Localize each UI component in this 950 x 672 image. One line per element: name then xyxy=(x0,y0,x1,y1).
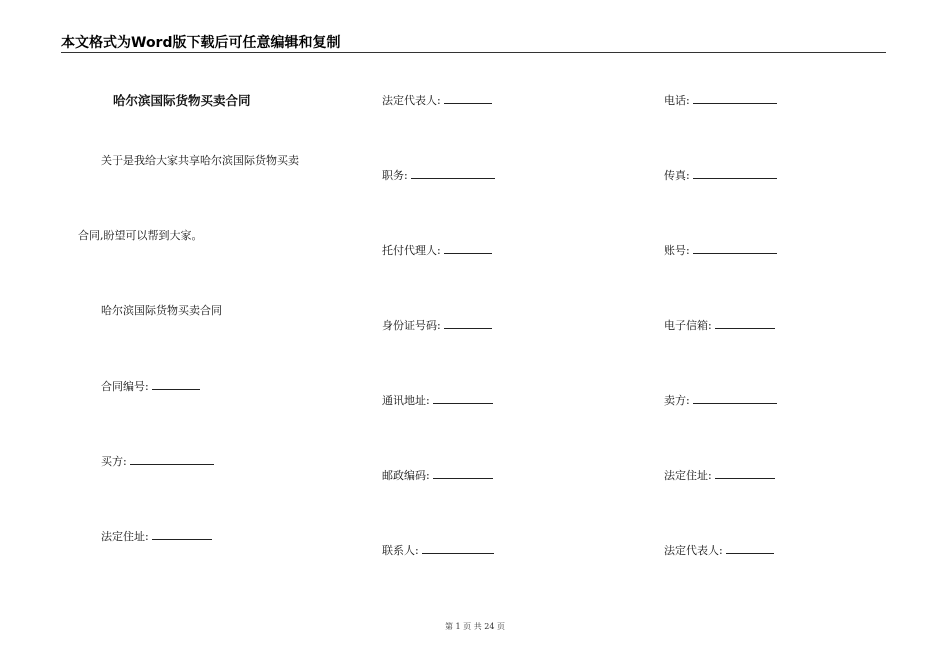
buyer-field xyxy=(101,454,214,469)
buyer-legal-address-field xyxy=(101,529,212,544)
account-label: 账号: xyxy=(664,244,690,257)
fax-field xyxy=(664,168,777,183)
phone-field xyxy=(664,93,777,108)
email-field xyxy=(664,318,775,333)
id-number-field xyxy=(382,318,492,333)
seller-label: 卖方: xyxy=(664,394,690,407)
document-title: 哈尔滨国际货物买卖合同 xyxy=(113,93,251,108)
fax-blank xyxy=(693,168,777,179)
seller-legal-rep-field xyxy=(664,543,774,558)
position-label: 职务: xyxy=(382,169,408,182)
contract-number-field xyxy=(101,379,200,394)
buyer-legal-rep-field xyxy=(382,93,492,108)
contract-number-label: 合同编号: xyxy=(101,380,149,393)
seller-legal-rep-blank xyxy=(726,543,774,554)
fax-label: 传真: xyxy=(664,169,690,182)
buyer-legal-rep-blank xyxy=(444,93,492,104)
position-field xyxy=(382,168,495,183)
id-number-blank xyxy=(444,318,492,329)
phone-label: 电话: xyxy=(664,94,690,107)
seller-blank xyxy=(693,393,777,404)
page-footer: 第 1 页 共 24 页 xyxy=(445,622,505,631)
account-blank xyxy=(693,243,777,254)
mailing-address-field xyxy=(382,393,493,408)
intro-text-line-1: 关于是我给大家共享哈尔滨国际货物买卖 xyxy=(101,154,299,167)
buyer-label: 买方: xyxy=(101,455,127,468)
buyer-legal-rep-label: 法定代表人: xyxy=(382,94,441,107)
buyer-legal-address-blank xyxy=(152,529,212,540)
page-header xyxy=(61,35,886,53)
phone-blank xyxy=(693,93,777,104)
seller-legal-rep-label: 法定代表人: xyxy=(664,544,723,557)
buyer-legal-address-label: 法定住址: xyxy=(101,530,149,543)
mailing-address-blank xyxy=(433,393,493,404)
account-field xyxy=(664,243,777,258)
contract-name-text: 哈尔滨国际货物买卖合同 xyxy=(101,304,222,317)
email-label: 电子信箱: xyxy=(664,319,712,332)
seller-legal-address-blank xyxy=(715,468,775,479)
postal-code-label: 邮政编码: xyxy=(382,469,430,482)
contract-number-blank xyxy=(152,379,200,390)
intro-text-line-2: 合同,盼望可以帮到大家。 xyxy=(78,229,203,242)
buyer-blank xyxy=(130,454,214,465)
contact-person-field xyxy=(382,543,494,558)
agent-field xyxy=(382,243,492,258)
postal-code-blank xyxy=(433,468,493,479)
seller-field xyxy=(664,393,777,408)
agent-label: 托付代理人: xyxy=(382,244,441,257)
agent-blank xyxy=(444,243,492,254)
position-blank xyxy=(411,168,495,179)
header-title: 本文格式为Word版下载后可任意编辑和复制 xyxy=(61,35,341,51)
seller-legal-address-field xyxy=(664,468,775,483)
contact-person-blank xyxy=(422,543,494,554)
postal-code-field xyxy=(382,468,493,483)
mailing-address-label: 通讯地址: xyxy=(382,394,430,407)
email-blank xyxy=(715,318,775,329)
id-number-label: 身份证号码: xyxy=(382,319,441,332)
contact-person-label: 联系人: xyxy=(382,544,419,557)
seller-legal-address-label: 法定住址: xyxy=(664,469,712,482)
